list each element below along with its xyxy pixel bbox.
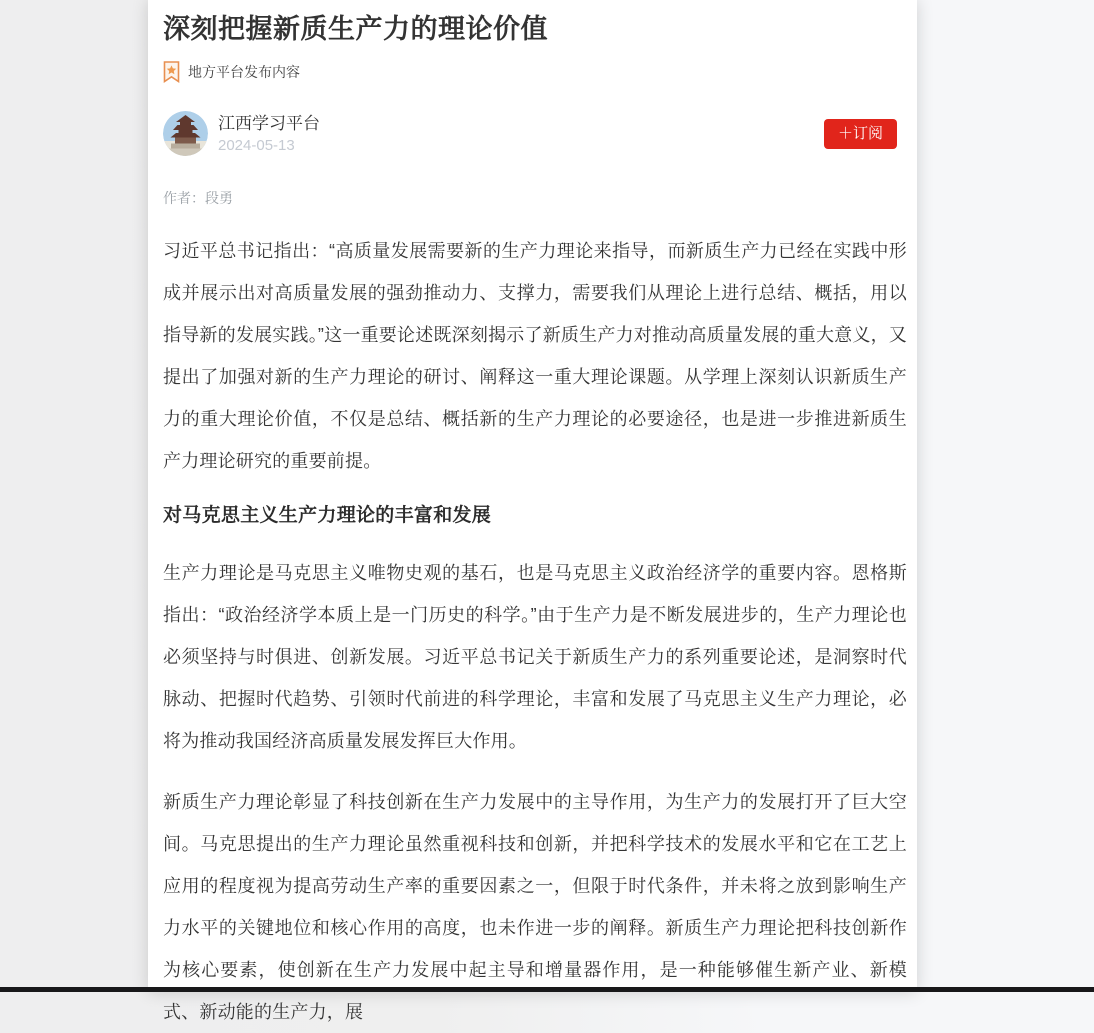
article-card bbox=[148, 0, 917, 1022]
author-line: 作者：段勇 bbox=[163, 190, 233, 206]
paragraph-section2: 新质生产力理论彰显了科技创新在生产力发展中的主导作用，为生产力的发展打开了巨大空间。马克思提出的生产力理论虽然重视科技和创新，并把科学技术的发展水平和它在工艺上应用的程度视为提高劳动生产率的重要因素之一，但限于时代条件，并未将之放到影响生产力水平的关键地位和核心作用的高度，也未作进一步的阐释。新质生产力理论把科技创新作为核心要素，使创新在生产力发展中起主导和增量器作用，是一种能够催生新产业、新模式、新动能的生产力，展 bbox=[163, 792, 907, 1022]
publisher-row bbox=[163, 111, 907, 156]
publisher-info bbox=[218, 112, 320, 156]
publisher-avatar[interactable] bbox=[163, 111, 208, 156]
content-tag-label: 地方平台发布内容 bbox=[188, 64, 300, 80]
paragraph-section1: 生产力理论是马克思主义唯物史观的基石，也是马克思主义政治经济学的重要内容。恩格斯指出：“政治经济学本质上是一门历史的科学。”由于生产力是不断发展进步的，生产力理论也必须坚持与时俱进、创新发展。习近平总书记关于新质生产力的系列重要论述，是洞察时代脉动、把握时代趋势、引领时代前进的科学理论，丰富和发展了马克思主义生产力理论，必将为推动我国经济高质量发展发挥巨大作用。 bbox=[163, 563, 907, 751]
subscribe-button[interactable]: ＋订阅 bbox=[824, 119, 897, 149]
article-title: 深刻把握新质生产力的理论价值 bbox=[163, 14, 548, 44]
paragraph-intro: 习近平总书记指出：“高质量发展需要新的生产力理论来指导，而新质生产力已经在实践中形成并展示出对高质量发展的强劲推动力、支撑力，需要我们从理论上进行总结、概括，用以指导新的发展实践。”这一重要论述既深刻揭示了新质生产力对推动高质量发展的重大意义，又提出了加强对新的生产力理论的研讨、阐释这一重大理论课题。从学理上深刻认识新质生产力的重大理论价值，不仅是总结、概括新的生产力理论的必要途径，也是进一步推进新质生产力理论研究的重要前提。 bbox=[163, 241, 907, 471]
ribbon-star-badge-icon bbox=[163, 61, 180, 83]
publisher-name[interactable]: 江西学习平台 bbox=[218, 113, 320, 133]
screen-bottom-edge bbox=[0, 987, 1094, 992]
section-heading: 对马克思主义生产力理论的丰富和发展 bbox=[163, 505, 492, 526]
publish-date: 2024-05-13 bbox=[218, 136, 295, 154]
content-tag bbox=[163, 61, 907, 83]
article-body bbox=[163, 230, 907, 1033]
